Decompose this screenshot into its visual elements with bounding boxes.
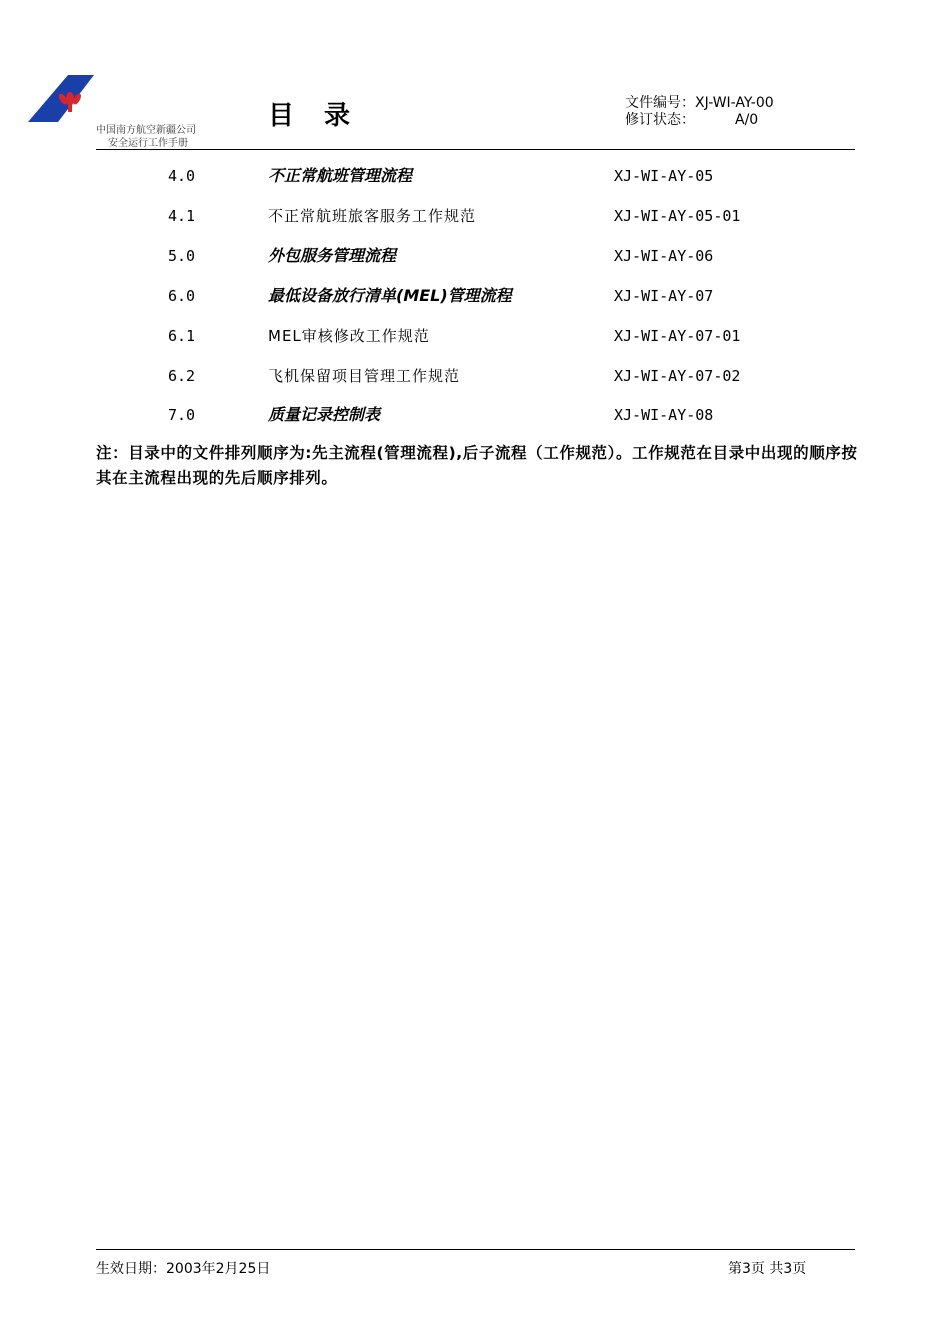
toc-code: XJ-WI-AY-05 <box>614 167 714 185</box>
revision-label: 修订状态： <box>625 112 695 128</box>
toc-title: 最低设备放行清单(MEL)管理流程 <box>268 286 512 305</box>
toc-title: 飞机保留项目管理工作规范 <box>268 367 461 385</box>
toc-code: XJ-WI-AY-05-01 <box>614 207 741 225</box>
toc-code: XJ-WI-AY-07-02 <box>614 367 741 385</box>
company-line-2: 安全运行工作手册 <box>108 138 188 149</box>
toc-code: XJ-WI-AY-06 <box>614 247 714 265</box>
toc-code: XJ-WI-AY-08 <box>614 406 714 424</box>
toc-row <box>0 403 950 427</box>
toc-row <box>0 244 950 268</box>
toc-title: 不正常航班管理流程 <box>268 166 413 185</box>
toc-title: 不正常航班旅客服务工作规范 <box>268 207 477 225</box>
page-indicator: 第3页 共3页 <box>728 1261 807 1277</box>
document-info <box>625 95 774 129</box>
doc-number: XJ-WI-AY-00 <box>695 95 774 111</box>
toc-number: 6.2 <box>168 367 196 385</box>
toc-code: XJ-WI-AY-07-01 <box>614 327 741 345</box>
page-title: 目录 <box>268 101 381 131</box>
effective-date: 生效日期：2003年2月25日 <box>96 1261 271 1277</box>
toc-number: 6.0 <box>168 287 196 305</box>
toc-code: XJ-WI-AY-07 <box>614 287 714 305</box>
airline-logo-icon <box>28 75 94 123</box>
revision-value: A/0 <box>735 112 759 128</box>
company-line-1: 中国南方航空新疆公司 <box>96 125 196 136</box>
toc-number: 7.0 <box>168 406 196 424</box>
doc-number-label: 文件编号： <box>625 95 695 111</box>
footer-divider <box>96 1249 855 1250</box>
revision-row <box>625 112 774 129</box>
doc-number-row <box>625 95 774 112</box>
toc-row <box>0 284 950 308</box>
header-divider <box>96 149 855 150</box>
toc-row <box>0 324 950 348</box>
toc-number: 6.1 <box>168 327 196 345</box>
toc-row <box>0 164 950 188</box>
toc-number: 4.1 <box>168 207 196 225</box>
toc-title: 外包服务管理流程 <box>268 246 397 265</box>
toc-row <box>0 204 950 228</box>
toc-title: MEL审核修改工作规范 <box>268 327 430 345</box>
company-name <box>96 124 196 150</box>
toc-title: 质量记录控制表 <box>268 405 381 424</box>
toc-row <box>0 364 950 388</box>
toc-number: 5.0 <box>168 247 196 265</box>
toc-number: 4.0 <box>168 167 196 185</box>
ordering-note: 注：目录中的文件排列顺序为:先主流程(管理流程),后子流程（工作规范）。工作规范在目录中出现的顺序按其在主流程出现的先后顺序排列。 <box>96 444 858 487</box>
